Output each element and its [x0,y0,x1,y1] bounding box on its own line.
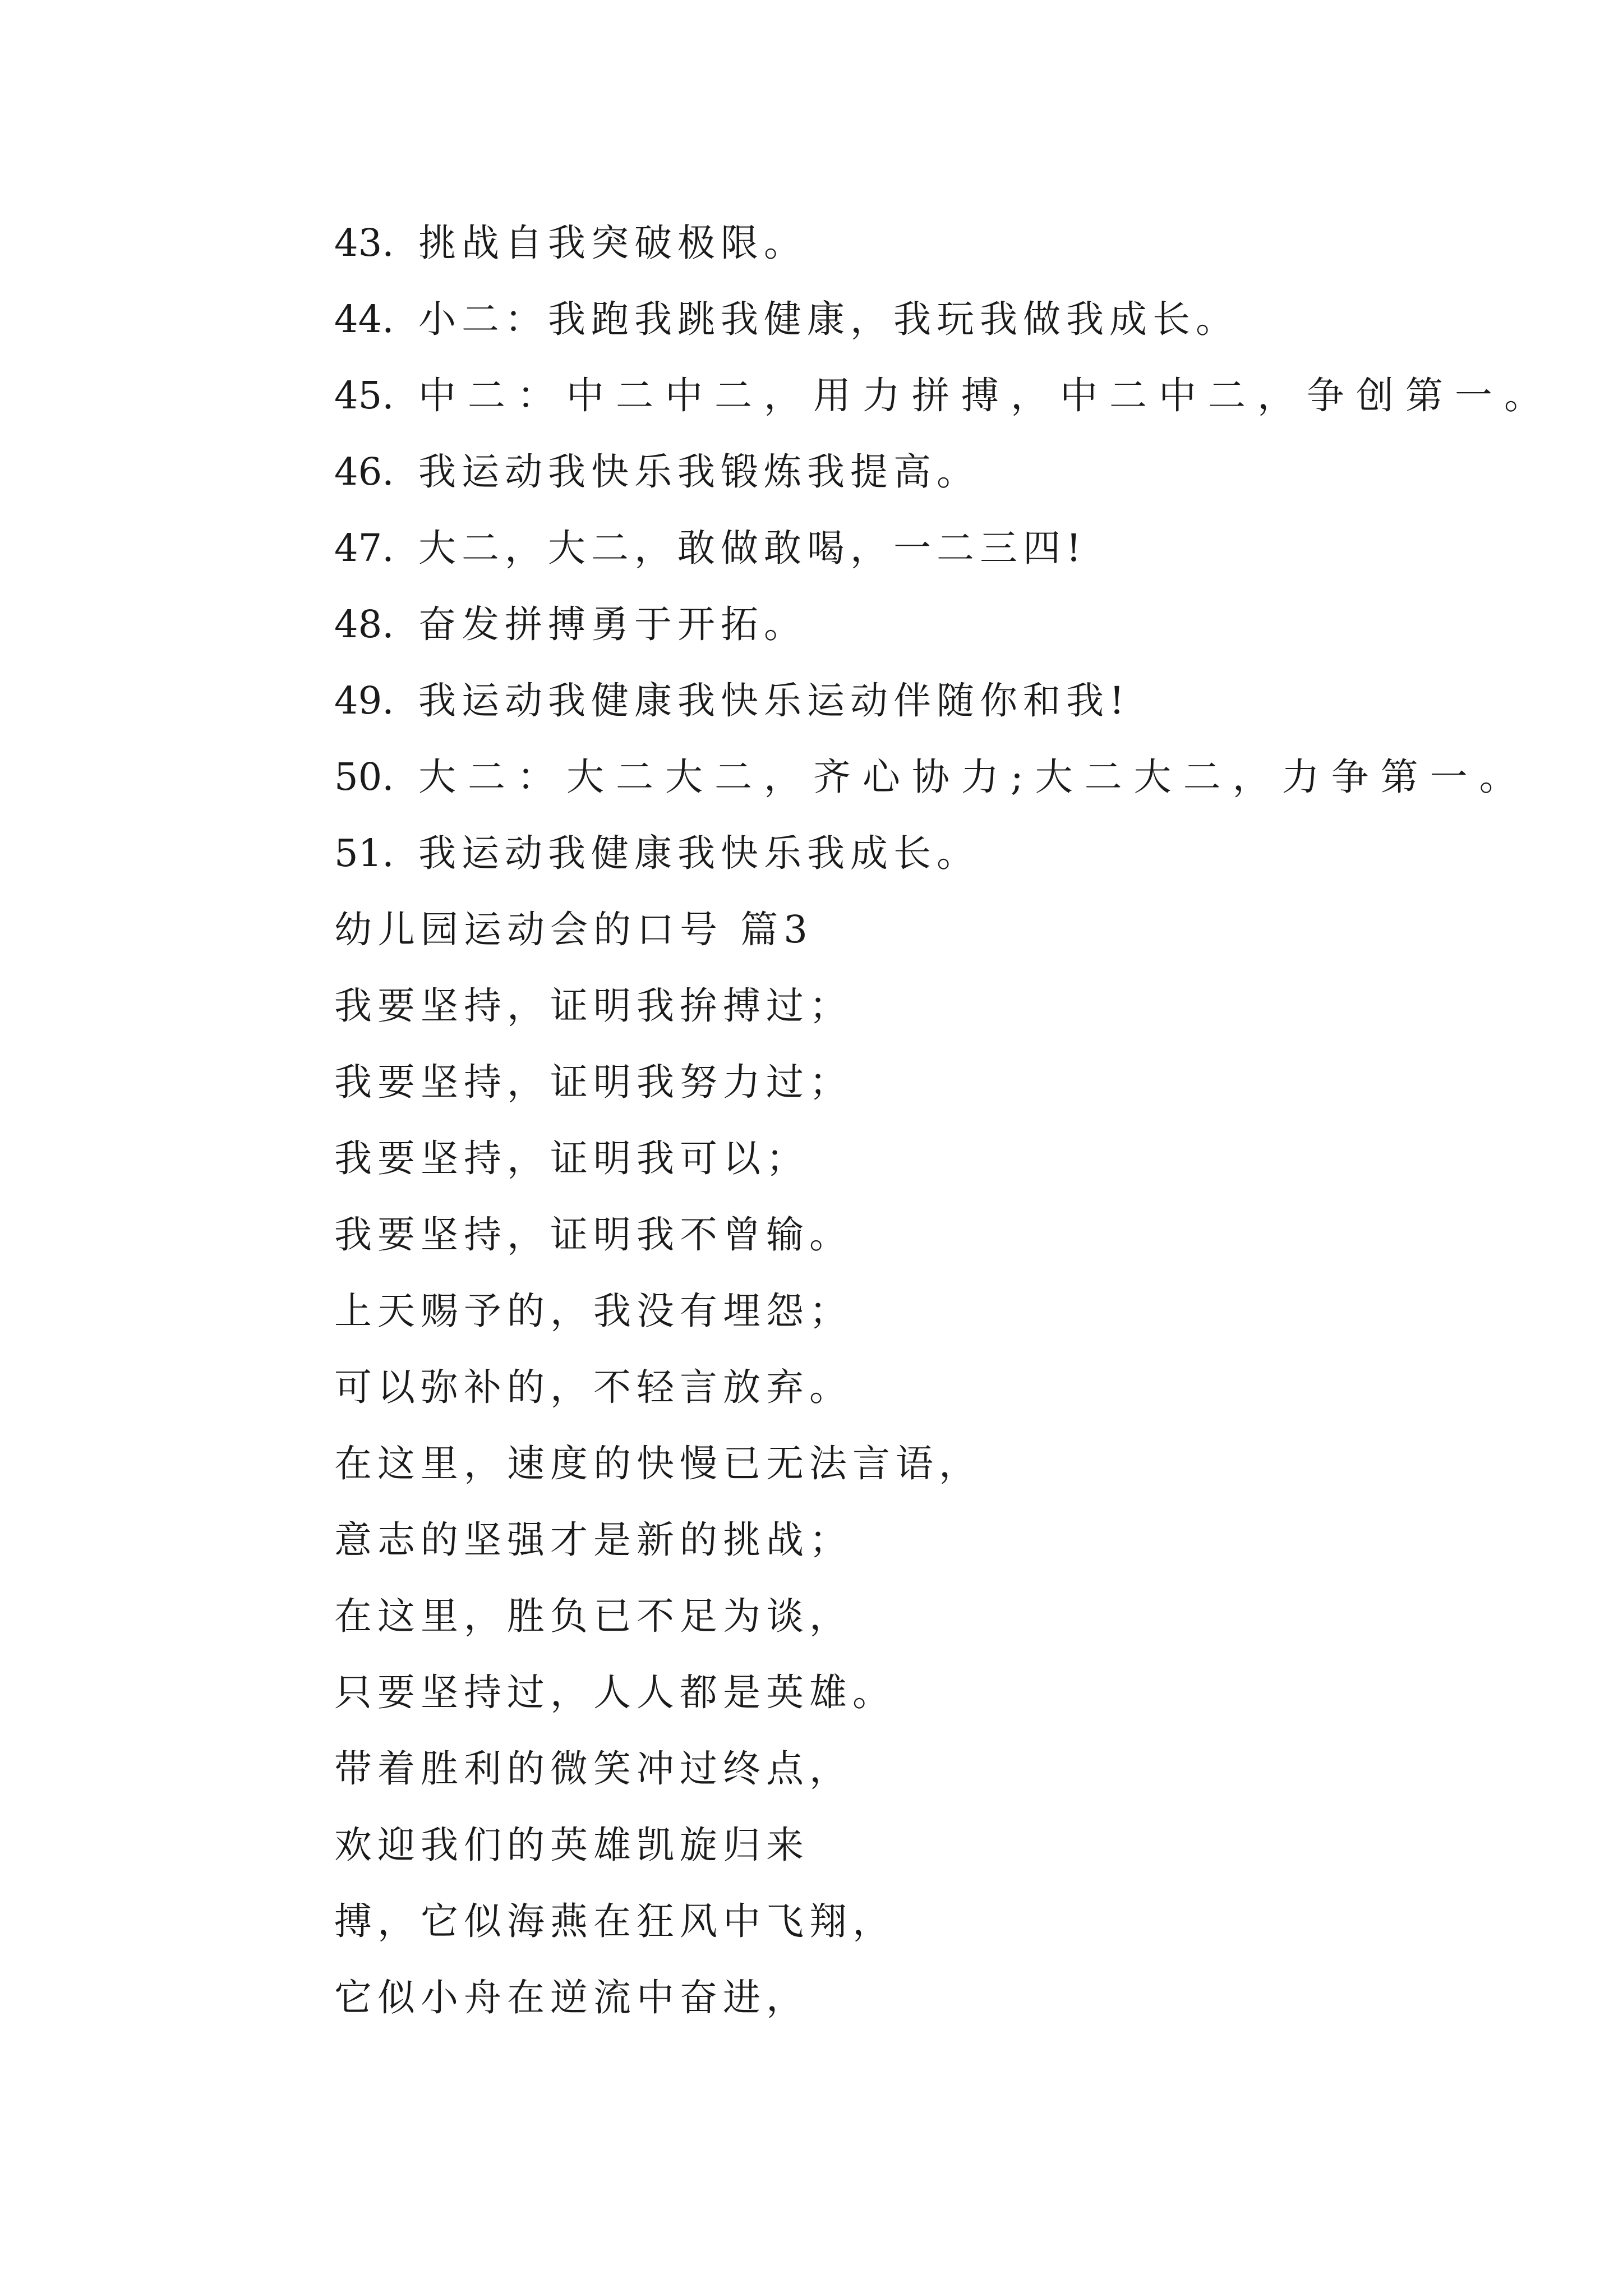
section-heading: 幼儿园运动会的口号 篇3 [334,908,813,951]
list-item [334,297,1239,341]
poem-line: 欢迎我们的英雄凯旋归来 [334,1823,809,1867]
list-item-number: 47. [334,526,394,570]
list-item-number: 50. [334,755,394,799]
list-item-text: 大二：大二大二，齐心协力;大二大二，力争第一。 [418,755,1529,799]
list-item-text: 小二：我跑我跳我健康，我玩我做我成长。 [418,297,1239,341]
poem-line: 我要坚持，证明我努力过； [334,1060,852,1104]
list-item-number: 51. [334,831,394,875]
list-item [334,450,980,494]
list-item [334,755,1529,799]
list-item [334,679,1130,723]
poem-line: 搏，它似海燕在狂风中飞翔， [334,1899,896,1943]
poem-line: 只要坚持过，人人都是英雄。 [334,1671,896,1714]
list-item-number: 45. [334,374,394,417]
list-item-text: 我运动我快乐我锻炼我提高。 [418,450,980,494]
list-item-text: 我运动我健康我快乐运动伴随你和我! [418,679,1130,723]
list-item [334,221,807,265]
list-item [334,602,807,646]
list-item [334,374,1553,417]
list-item-number: 46. [334,450,394,494]
list-item-text: 中二：中二中二，用力拼搏，中二中二，争创第一。 [418,374,1553,417]
list-item-number: 48. [334,602,394,646]
list-item-number: 43. [334,221,394,265]
list-item [334,831,980,875]
poem-line: 上天赐予的，我没有埋怨； [334,1289,852,1333]
list-item-text: 挑战自我突破极限。 [418,221,807,265]
poem-line: 我要坚持，证明我可以； [334,1137,809,1180]
poem-line: 我要坚持，证明我拚搏过； [334,984,852,1028]
poem-line: 可以弥补的，不轻言放弃。 [334,1365,852,1409]
list-item-number: 49. [334,679,394,723]
poem-line: 在这里，速度的快慢已无法言语， [334,1442,982,1485]
list-item-text: 大二，大二，敢做敢喝，一二三四! [418,526,1087,570]
list-item [334,526,1087,570]
list-item-text: 我运动我健康我快乐我成长。 [418,831,980,875]
list-item-text: 奋发拼搏勇于开拓。 [418,602,807,646]
poem-line: 意志的坚强才是新的挑战； [334,1518,852,1562]
poem-line: 带着胜利的微笑冲过终点， [334,1747,852,1791]
poem-line: 它似小舟在逆流中奋进， [334,1976,809,2019]
poem-line: 我要坚持，证明我不曾输。 [334,1213,852,1257]
poem-line: 在这里，胜负已不足为谈， [334,1594,852,1638]
list-item-number: 44. [334,297,394,341]
